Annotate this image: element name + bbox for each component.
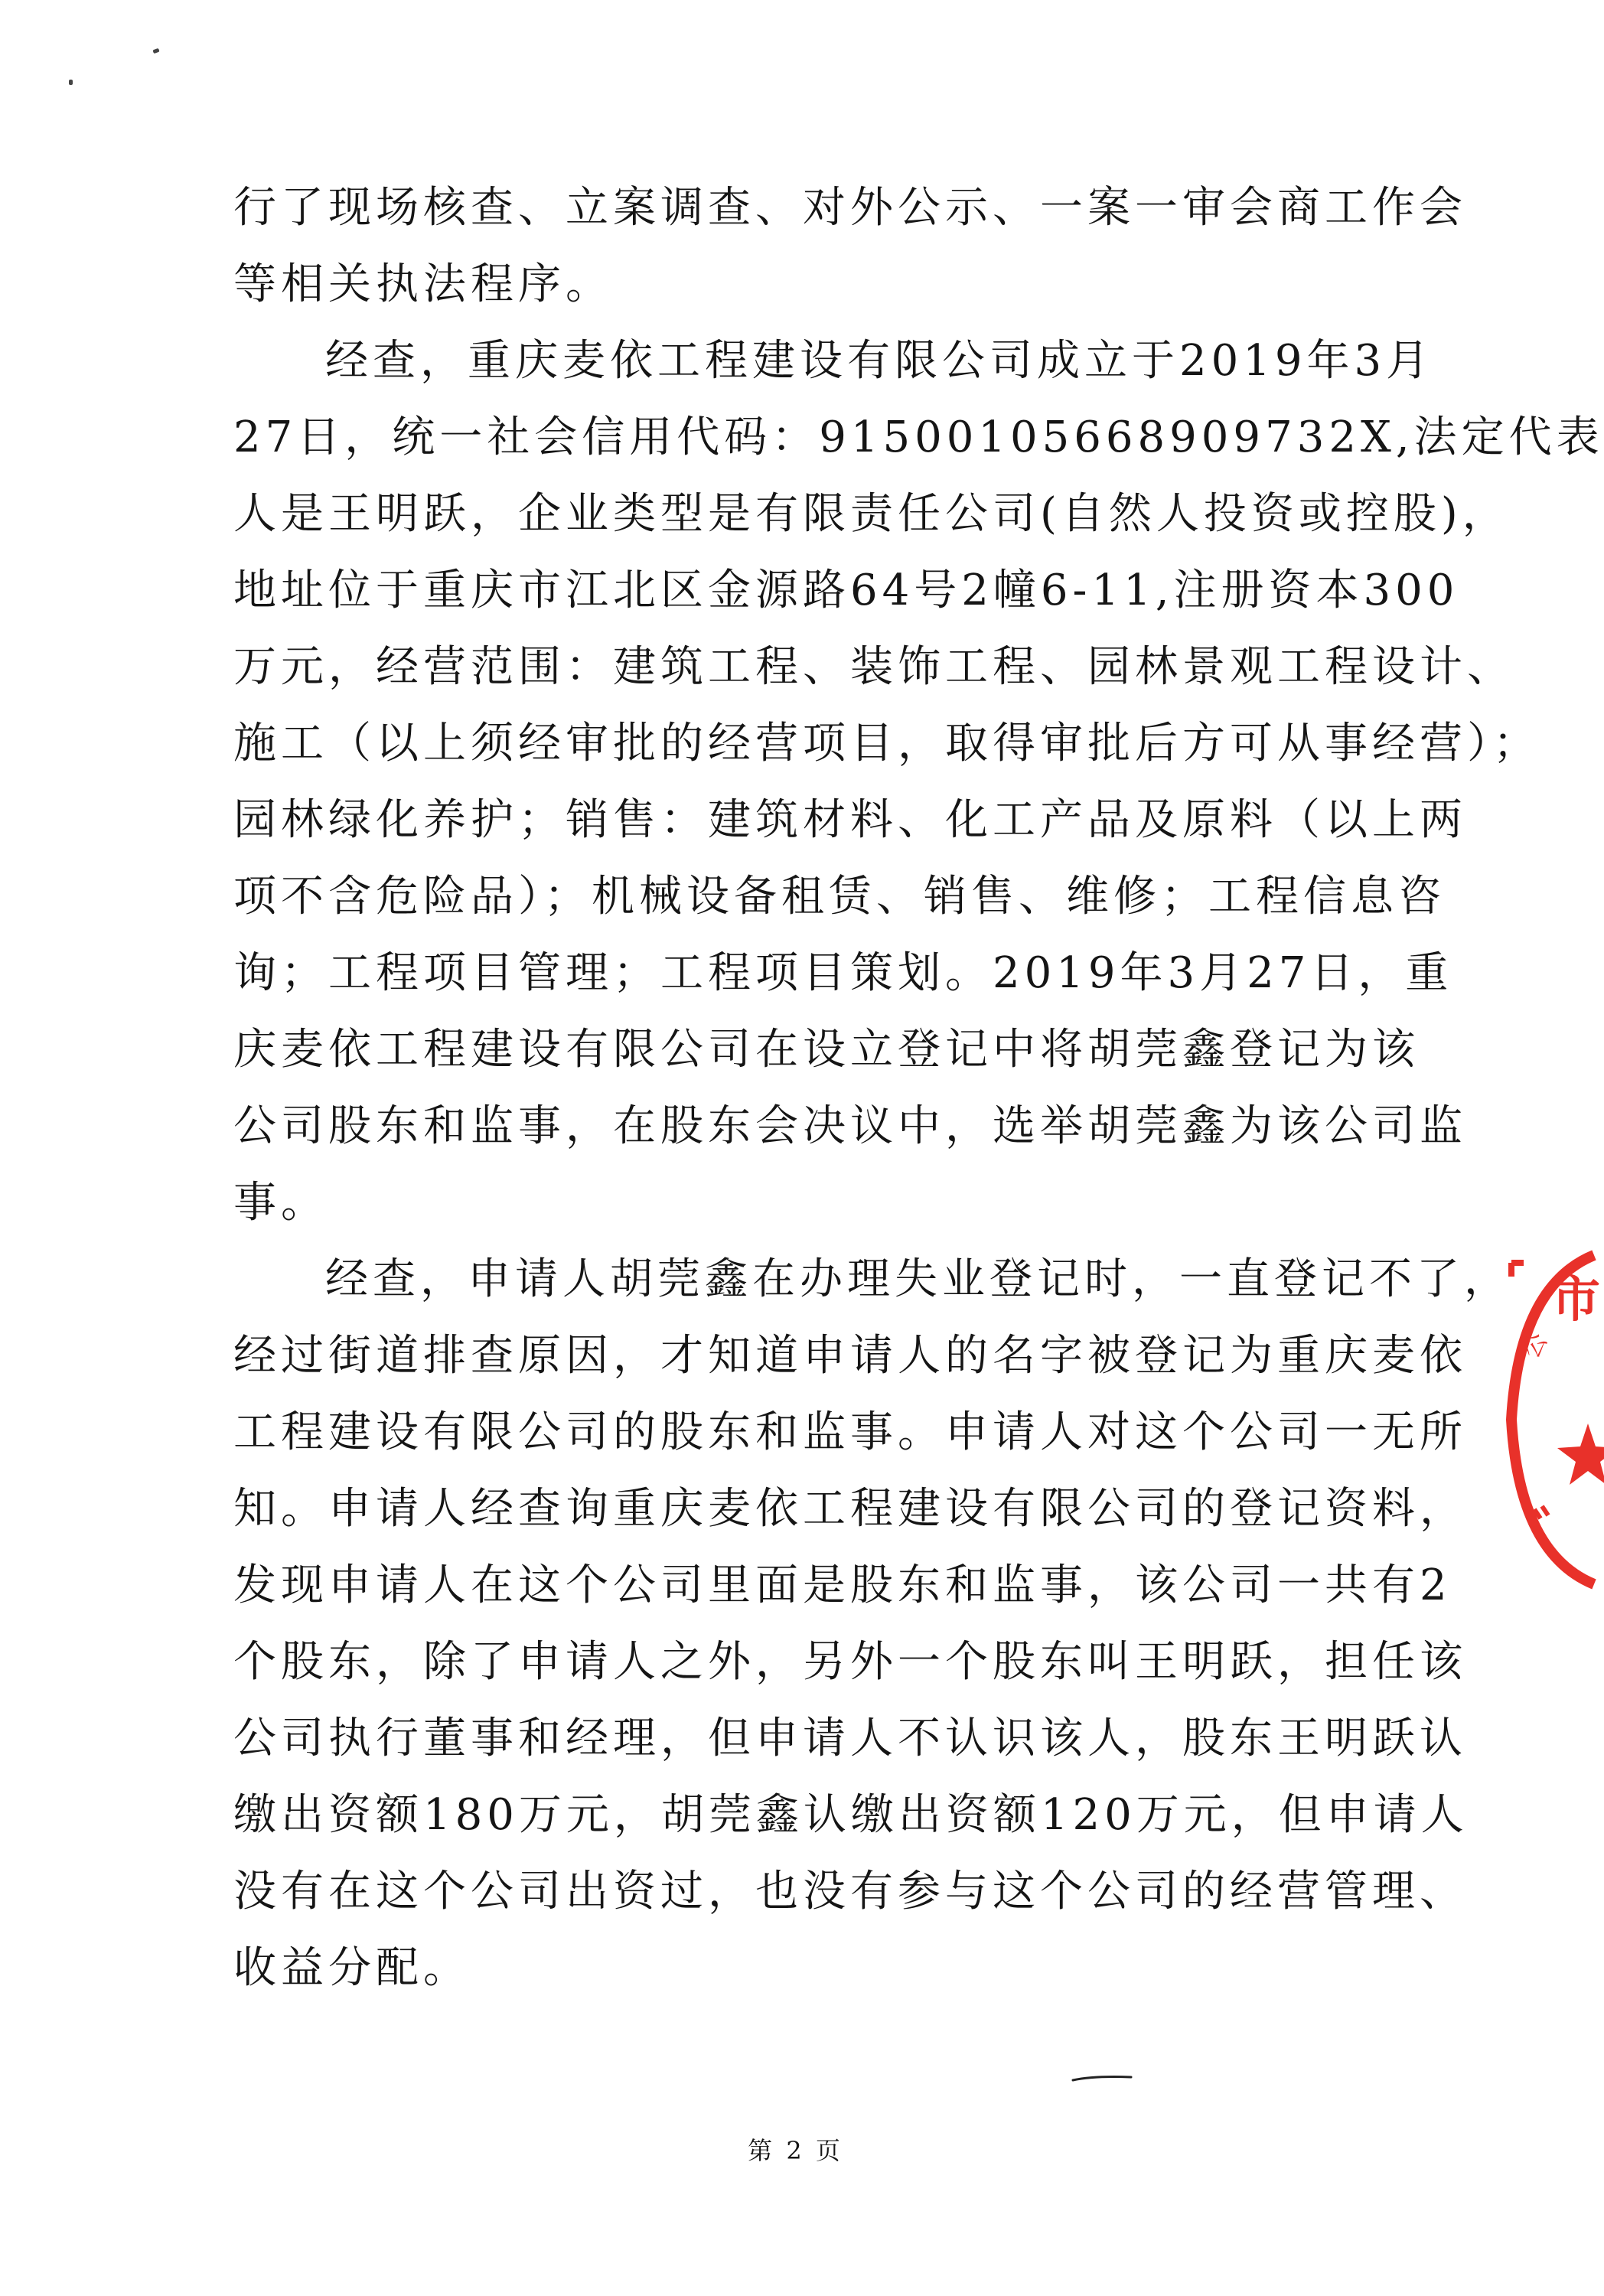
- body-text: [233, 170, 1604, 2007]
- text-line: 公司执行董事和经理，但申请人不认识该人，股东王明跃认: [233, 1714, 1467, 1763]
- scan-speck: [69, 80, 73, 85]
- text-line: 万元，经营范围：建筑工程、装饰工程、园林景观工程设计、: [233, 642, 1514, 692]
- text-line: 缴出资额180万元，胡莞鑫认缴出资额120万元，但申请人: [233, 1790, 1469, 1840]
- official-seal-fragment: [1504, 1240, 1600, 1600]
- text-line: 园林绿化养护；销售：建筑材料、化工产品及原料（以上两: [233, 795, 1467, 845]
- text-line: 27日，统一社会信用代码：91500105668909732X,法定代表: [233, 413, 1604, 462]
- text-line: 施工（以上须经审批的经营项目，取得审批后方可从事经营）；: [233, 719, 1540, 768]
- paragraph-start-line: 经查，申请人胡莞鑫在办理失业登记时，一直登记不了，: [325, 1254, 1511, 1304]
- text-line: 等相关执法程序。: [233, 259, 613, 309]
- text-line: 收益分配。: [233, 1943, 471, 1993]
- text-line: 工程建设有限公司的股东和监事。申请人对这个公司一无所: [233, 1407, 1467, 1457]
- text-line: 知。申请人经查询重庆麦依工程建设有限公司的登记资料，: [233, 1484, 1467, 1534]
- text-line: 地址位于重庆市江北区金源路64号2幢6-11,注册资本300: [233, 566, 1459, 615]
- text-line: 发现申请人在这个公司里面是股东和监事，该公司一共有2: [233, 1561, 1452, 1610]
- text-line: 经过街道排查原因，才知道申请人的名字被登记为重庆麦依: [233, 1331, 1467, 1381]
- text-line: 庆麦依工程建设有限公司在设立登记中将胡莞鑫登记为该: [233, 1025, 1420, 1075]
- text-line: 事。: [233, 1178, 328, 1228]
- text-line: 项不含危险品）；机械设备租赁、销售、维修；工程信息咨: [233, 872, 1446, 921]
- svg-text:市: 市: [1551, 1271, 1600, 1329]
- page-number: 第 2 页: [748, 2136, 843, 2165]
- text-line: 没有在这个公司出资过，也没有参与这个公司的经营管理、: [233, 1867, 1467, 1916]
- scan-speck: [152, 48, 159, 54]
- svg-text:公: 公: [1515, 1327, 1553, 1364]
- paragraph-start-line: 经查，重庆麦依工程建设有限公司成立于2019年3月: [325, 336, 1434, 386]
- text-line: 公司股东和监事，在股东会决议中，选举胡莞鑫为该公司监: [233, 1101, 1467, 1151]
- text-line: 询；工程项目管理；工程项目策划。2019年3月27日，重: [233, 948, 1453, 998]
- text-line: 人是王明跃，企业类型是有限责任公司(自然人投资或控股)，: [233, 489, 1510, 539]
- text-line: 个股东，除了申请人之外，另外一个股东叫王明跃，担任该: [233, 1637, 1467, 1687]
- text-line: 行了现场核查、立案调查、对外公示、一案一审会商工作会: [233, 183, 1467, 233]
- handwritten-mark: [1071, 2073, 1133, 2085]
